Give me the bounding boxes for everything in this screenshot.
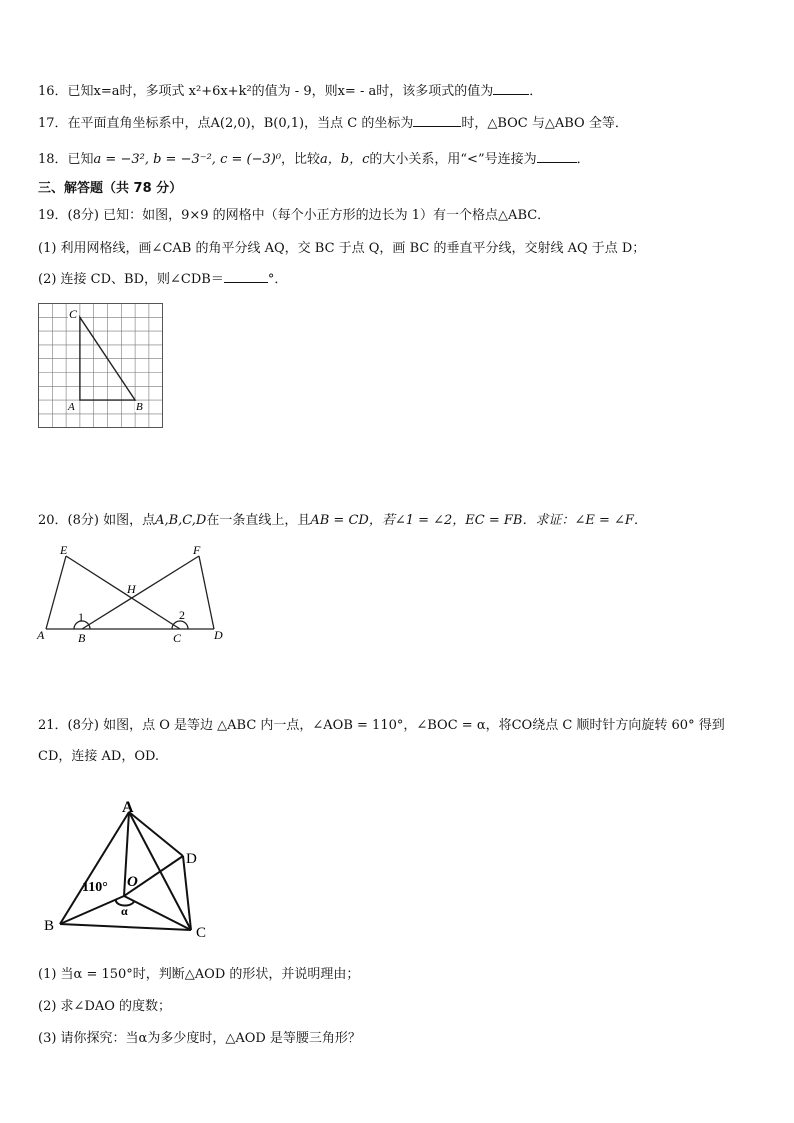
q18-text: 的大小关系，用“<”号连接为: [369, 152, 537, 167]
label-c: C: [196, 925, 207, 941]
question-18: [38, 150, 590, 169]
label-c: C: [173, 631, 182, 645]
q17-text: 17．在平面直角坐标系中，点A(2,0)，B(0,1)，当点 C 的坐标为: [38, 116, 414, 131]
section-header: 三、解答题（共 78 分）: [38, 181, 183, 196]
q20-text: 在一条直线上，且: [206, 513, 311, 528]
label-d: D: [186, 851, 197, 867]
question-20: [38, 512, 647, 530]
q18-expression: a = −3², b = −3⁻², c = (−3)⁰: [93, 152, 282, 167]
label-b: B: [44, 918, 55, 934]
label-alpha: α: [121, 904, 128, 918]
q19-blank: [224, 270, 268, 283]
q18-end: ．: [576, 152, 590, 167]
label-h: H: [127, 582, 136, 596]
question-16: [38, 82, 542, 101]
q16-blank: [493, 82, 529, 95]
label-o: O: [127, 874, 138, 890]
q16-end: ．: [529, 84, 543, 99]
label-b: B: [78, 631, 86, 645]
q21-sub2: (2) 求∠DAO 的度数；: [38, 999, 172, 1014]
q21-sub1: (1) 当α = 150°时，判断△AOD 的形状，并说明理由；: [38, 967, 360, 982]
question-17: [38, 114, 628, 133]
q21-line1: 21．(8分) 如图，点 O 是等边 △ABC 内一点，∠AOB = 110°，∠BOC = α，将CO绕点 C 顺时针方向旋转 60° 得到: [38, 718, 725, 733]
label-f: F: [193, 543, 201, 557]
q20-condition: AB = CD，若∠1 = ∠2，EC = FB．求证：∠E = ∠F．: [310, 513, 647, 528]
q19-line2: (1) 利用网格线，画∠CAB 的角平分线 AQ，交 BC 于点 Q，画 BC 的垂直平分线，交射线 AQ 于点 D；: [38, 241, 646, 256]
q20-figure: [36, 542, 232, 646]
q19-grid-figure: [38, 303, 164, 429]
label-angle-1: 1: [78, 610, 84, 624]
label-c: C: [69, 307, 78, 321]
label-e: E: [60, 543, 68, 557]
label-b: B: [136, 401, 143, 413]
q17-end: 时，△BOC 与△ABO 全等．: [461, 116, 628, 131]
label-angle-110: 110°: [82, 880, 108, 895]
q18-vars: a，b，c: [320, 152, 370, 167]
q20-lead: 20．(8分) 如图，点: [38, 513, 156, 528]
q20-points: A,B,C,D: [155, 513, 207, 528]
q21-line2: CD，连接 AD，OD.: [38, 749, 160, 764]
q19-line3: [38, 270, 287, 289]
q18-lead: 18．已知: [38, 152, 94, 167]
label-d: D: [214, 628, 223, 642]
q21-sub3: (3) 请你探究：当α为多少度时，△AOD 是等腰三角形？: [38, 1031, 361, 1046]
label-a: A: [37, 628, 45, 642]
q18-compare: ，比较: [281, 152, 321, 167]
q19-line3-text: (2) 连接 CD、BD，则∠CDB＝: [38, 272, 224, 287]
q19-line3-end: °．: [267, 272, 288, 287]
q16-text: 16．已知x=a时，多项式 x²+6x+k²的值为 - 9，则x= - a时，该多项式的值为: [38, 84, 494, 99]
q19-line1: 19．(8分) 已知：如图，9×9 的网格中（每个小正方形的边长为 1）有一个格点△ABC．: [38, 208, 551, 223]
label-angle-2: 2: [179, 608, 185, 622]
label-a: A: [122, 799, 134, 816]
q18-blank: [537, 150, 577, 163]
q21-figure: [38, 790, 218, 950]
q17-blank: [413, 114, 461, 127]
label-a: A: [68, 401, 75, 413]
